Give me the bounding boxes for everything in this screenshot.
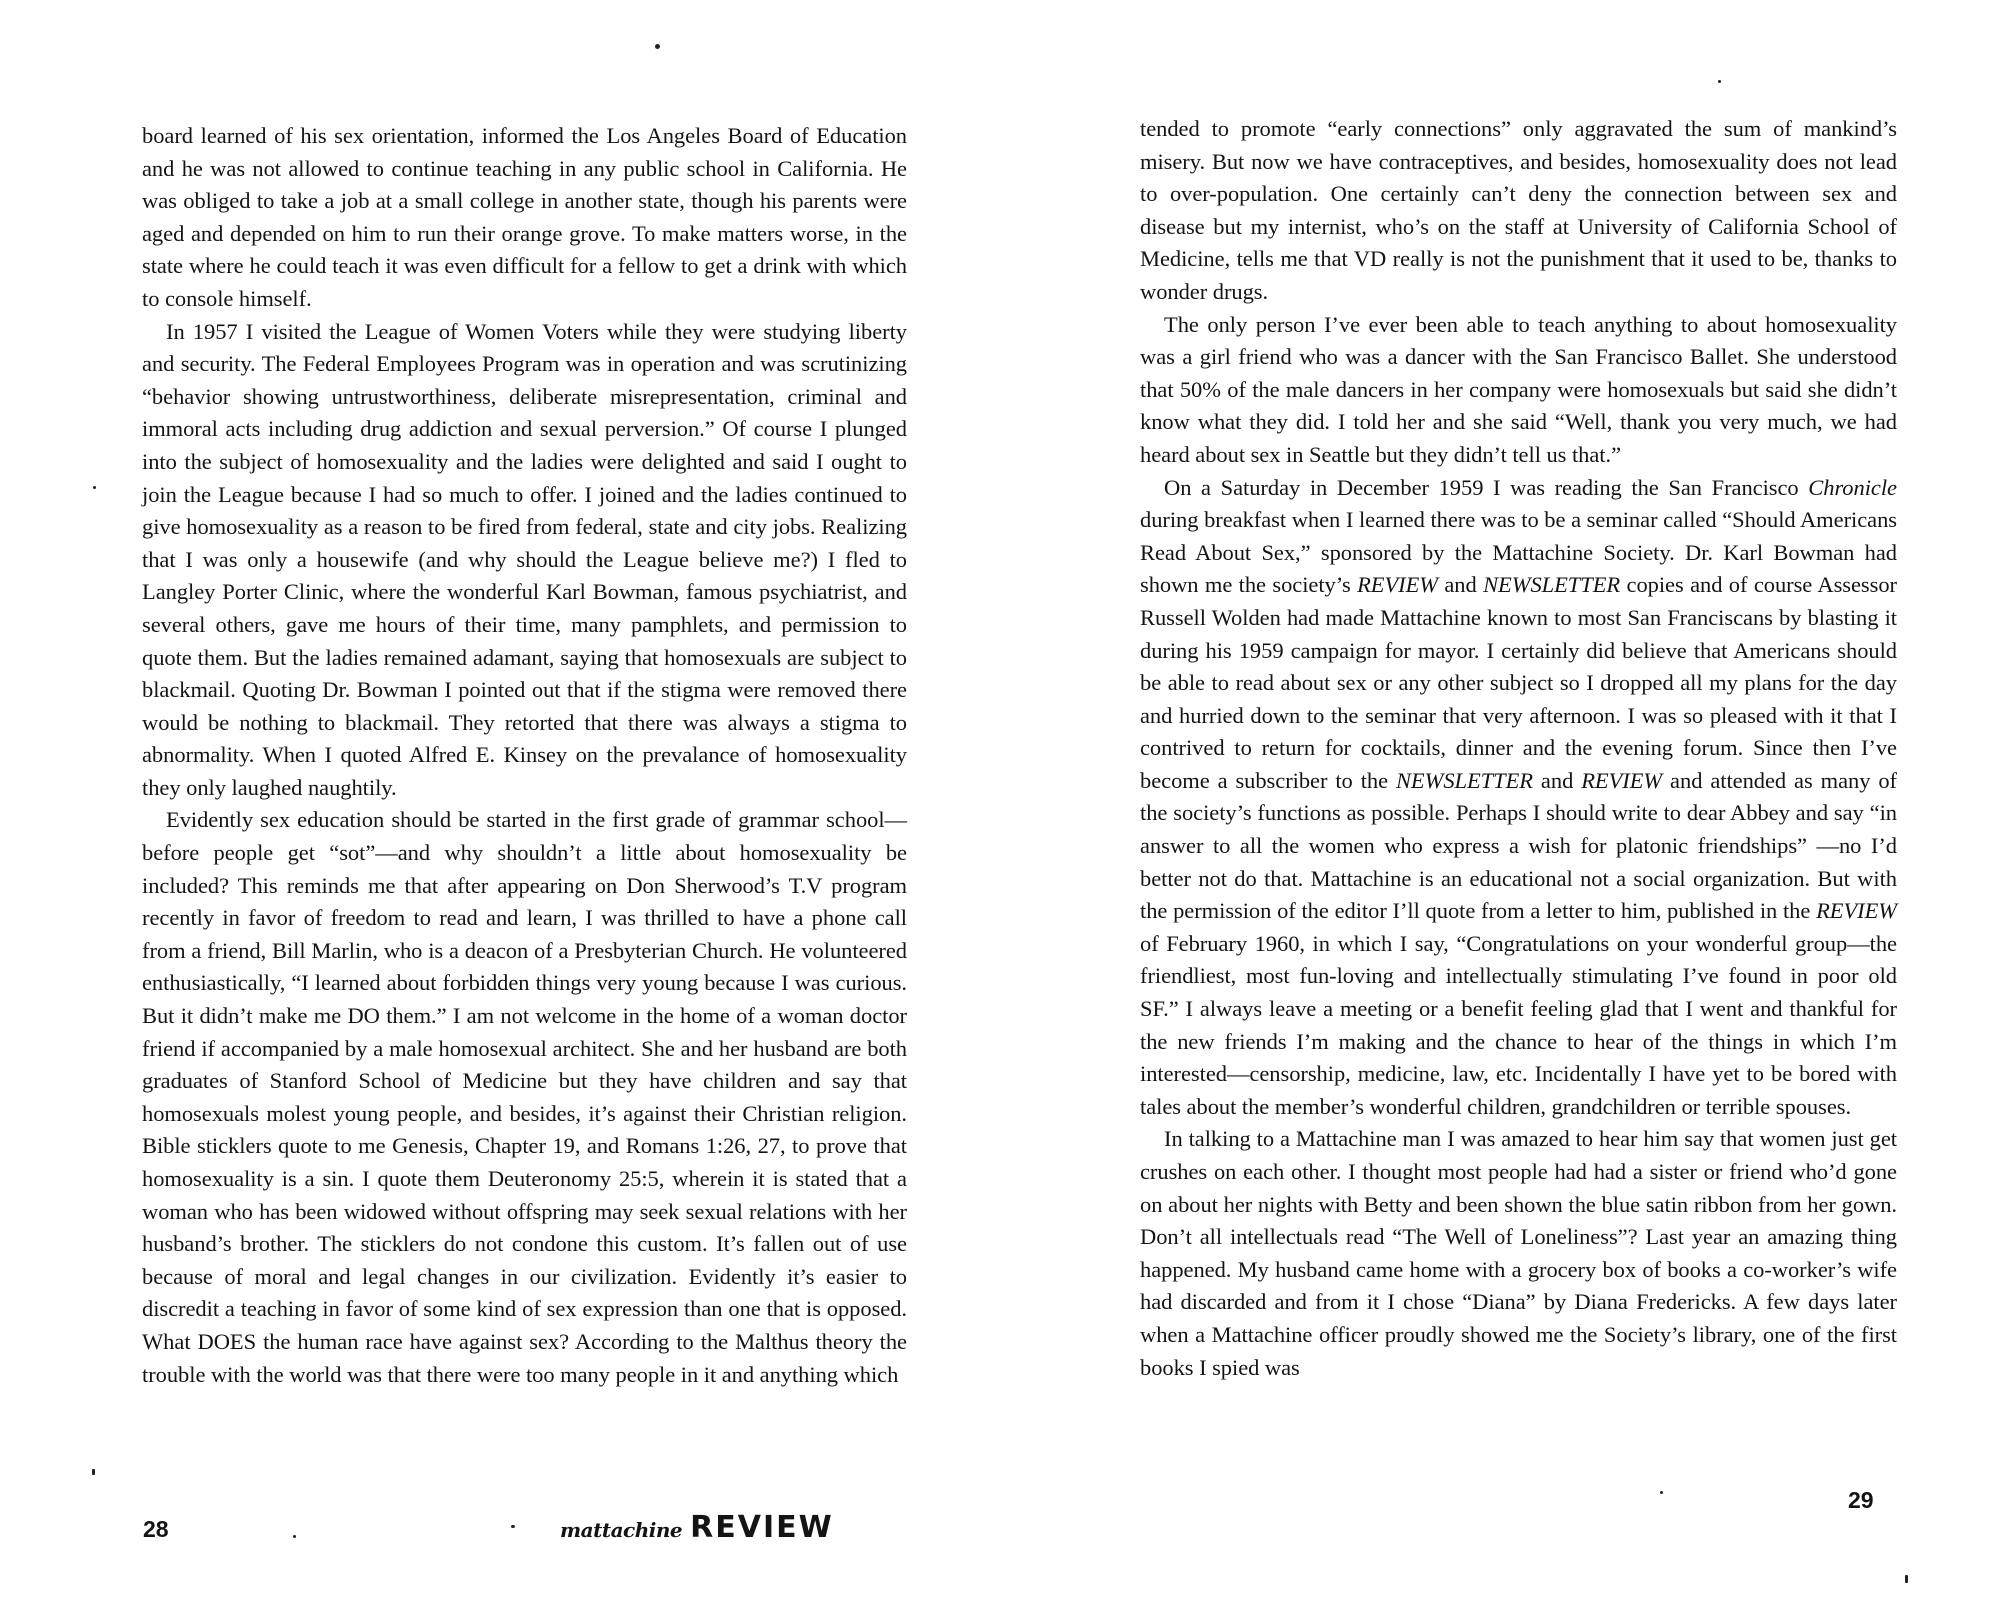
publication-title-review: REVIEW [1816, 898, 1897, 924]
masthead-review: REVIEW [690, 1510, 834, 1545]
text-run: copies and of course Assessor Russell Wolden had made Mattachine known to most San Franciscans by blasting it during his 1959 campaign for mayor. I certainly did believe that Americans should be able to read about sex or any other subject so I dropped all my plans for the day and hurried down to the seminar that very afternoon. I was so pleased with it that I contrived to return for cocktails, dinner and the evening forum. Since then I’ve become a subscriber to the [1140, 572, 1897, 793]
publication-title-review: REVIEW [1581, 767, 1663, 793]
text-run: On a Saturday in December 1959 I was reading the San Francisco [1164, 474, 1809, 500]
left-paragraph-2: In 1957 I visited the League of Women Voters while they were studying liberty and security. The Federal Employees Program was in operation and was scrutinizing “behavior showing untrustworthiness, deliberate misrepresentation, criminal and immoral acts including drug addiction and sexual perversion.” Of course I plunged into the subject of homosexuality and the ladies were delighted and said I ought to join the League because I had so much to offer. I joined and the ladies continued to give homosexuality as a reason to be fired from federal, state and city jobs. Realizing that I was only a housewife (and why should the League believe me?) I fled to Langley Porter Clinic, where the wonderful Karl Bowman, famous psychiatrist, and several others, gave me hours of their time, many pamphlets, and permission to quote them. But the ladies remained adamant, saying that homosexuals are subject to blackmail. Quoting Dr. Bowman I pointed out that if the stigma were removed there would be nothing to blackmail. They retorted that there was always a stigma to abnormality. When I quoted Alfred E. Kinsey on the prevalance of homosexuality they only laughed naughtily. [142, 318, 907, 800]
right-paragraph-3 [1140, 472, 1897, 1124]
text-run: and [1533, 767, 1582, 793]
right-paragraph-1: tended to promote “early connections” only aggravated the sum of mankind’s misery. But now we have contraceptives, and besides, homosexuality does not lead to over-population. One certainly can’t deny the connection between sex and disease but my internist, who’s on the staff at University of California School of Medicine, tells me that VD really is not the punishment that it used to be, thanks to wonder drugs. [1140, 116, 1897, 304]
publication-title-chronicle: Chronicle [1808, 474, 1897, 500]
left-paragraph-3: Evidently sex education should be started in the first grade of grammar school—before people get “sot”—and why shouldn’t a little about homosexuality be included? This reminds me that after appearing on Don Sherwood’s T.V program recently in favor of freedom to read and learn, I was thrilled to have a phone call from a friend, Bill Marlin, who is a deacon of a Presbyterian Church. He volunteered enthusiastically, “I learned about forbidden things very young because I was curious. But it didn’t make me DO them.” I am not welcome in the home of a woman doctor friend if accompanied by a male homosexual architect. She and her husband are both graduates of Stanford School of Medicine but they have children and say that homosexuals molest young people, and besides, it’s against their Christian religion. Bible sticklers quote to me Genesis, Chapter 19, and Romans 1:26, 27, to prove that homosexuality is a sin. I quote them Deuteronomy 25:5, wherein it is stated that a woman who has been widowed without offspring may seek sexual relations with her husband’s brother. The sticklers do not condone this custom. It’s fallen out of use because of moral and legal changes in our civilization. Evidently it’s easier to discredit a teaching in favor of some kind of sex expression than one that is opposed. What DOES the human race have against sex? According to the Malthus theory the trouble with the world was that there were too many people in it and anything which [142, 807, 907, 1387]
scan-speck [1905, 1575, 1908, 1583]
left-paragraph-1: board learned of his sex orientation, informed the Los Angeles Board of Education and he was not allowed to continue teaching in any public school in California. He was obliged to take a job at a small college in another state, though his parents were aged and depended on him to run their orange grove. To make matters worse, in the state where he could teach it was even difficult for a fellow to get a drink with which to console himself. [142, 123, 907, 311]
masthead-script: mattachine [560, 1518, 683, 1542]
right-paragraph-2: The only person I’ve ever been able to teach anything to about homosexuality was a girl friend who was a dancer with the San Francisco Ballet. She understood that 50% of the male dancers in her company were homosexuals but said she didn’t know what they did. I told her and she said “Well, thank you very much, we had heard about sex in Seattle but they didn’t tell us that.” [1140, 311, 1897, 467]
scan-speck [93, 486, 96, 489]
text-run: and attended as many of the society’s functions as possible. Perhaps I should write to dear Abbey and say “in answer to all the women who express a wish for platonic friendships” —no I’d better not do that. Mattachine is an educational not a social organization. But with the permission of the editor I’ll quote from a letter to him, published in the [1140, 767, 1897, 924]
publication-title-review: REVIEW [1357, 572, 1438, 598]
scan-speck [1718, 80, 1721, 83]
right-text-column [1140, 113, 1897, 1384]
page-number-right: 29 [1848, 1487, 1874, 1513]
text-run: and [1437, 572, 1484, 598]
scan-bottom-edge [0, 1600, 1999, 1609]
scan-speck [293, 1535, 296, 1538]
left-text-column [142, 120, 907, 1391]
scan-speck [511, 1525, 515, 1528]
scan-speck [655, 44, 660, 49]
publication-title-newsletter: NEWSLETTER [1483, 572, 1621, 598]
publication-title-newsletter: NEWSLETTER [1395, 767, 1533, 793]
text-run: during breakfast when I learned there was to be a seminar called “Should Americans Read About Sex,” sponsored by the Mattachine Society. Dr. Karl Bowman had shown me the society’s [1140, 507, 1897, 598]
page-number-left: 28 [143, 1516, 169, 1542]
masthead [560, 1510, 834, 1551]
scan-speck [92, 1469, 95, 1475]
right-paragraph-4: In talking to a Mattachine man I was amazed to hear him say that women just get crushes on each other. I thought most people had had a sister or friend who’d gone on about her nights with Betty and been shown the blue satin ribbon from her gown. Don’t all intellectuals read “The Well of Loneliness”? Last year an amazing thing happened. My husband came home with a grocery box of books a co-worker’s wife had discarded and from it I chose “Diana” by Diana Fredericks. A few days later when a Mattachine officer proudly showed me the Society’s library, one of the first books I spied was [1140, 1126, 1897, 1380]
scan-speck [1660, 1491, 1663, 1494]
right-page [1000, 0, 1999, 1609]
text-run: of February 1960, in which I say, “Congratulations on your wonderful group—the friendliest, most fun-loving and intellectually stimulating I’ve found in poor old SF.” I always leave a meeting or a benefit feeling glad that I went and thankful for the new friends I’m making and the chance to hear of the things in which I’m interested—censorship, medicine, law, etc. Incidentally I have yet to be bored with tales about the member’s wonderful children, grandchildren or terrible spouses. [1140, 930, 1897, 1119]
